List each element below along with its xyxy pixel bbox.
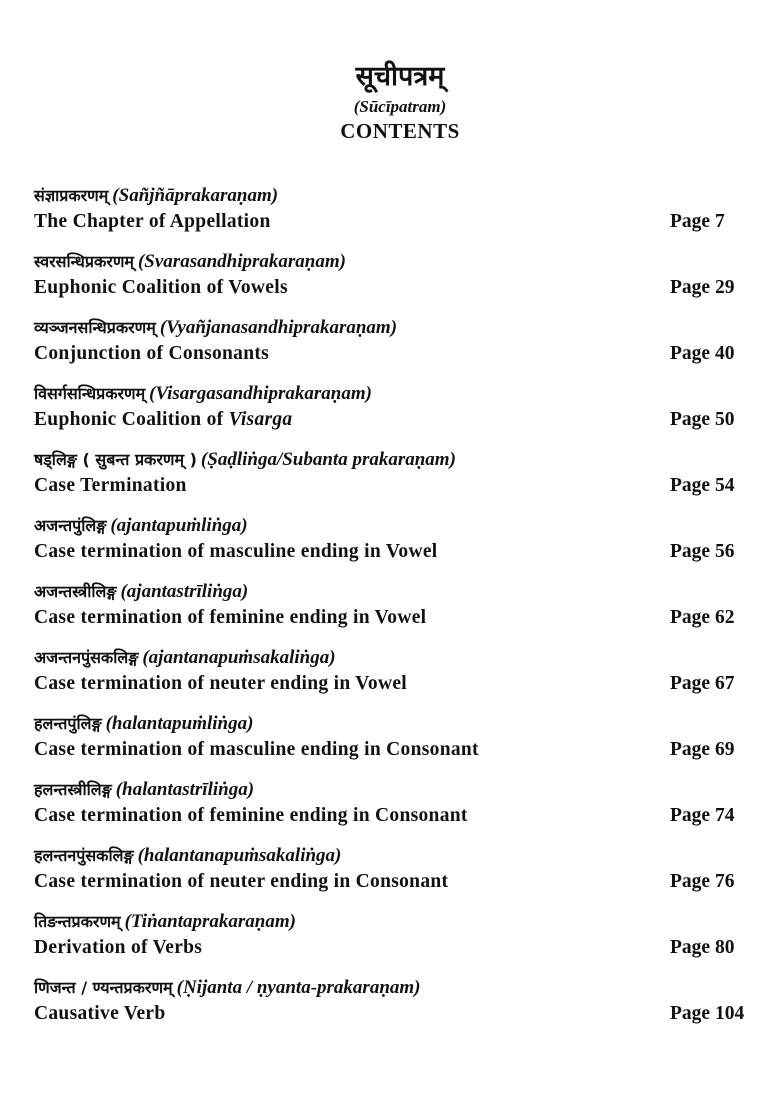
entry-page-number: Page 50 (670, 409, 735, 430)
table-of-contents (34, 183, 754, 1041)
entry-page-number: Page 74 (670, 805, 735, 826)
entry-transliteration: (Vyañjanasandhiprakaraṇam) (159, 317, 398, 338)
entry-sanskrit: संज्ञाप्रकरणम् (34, 186, 109, 205)
title-transliteration: (Sūcīpatram) (353, 97, 447, 116)
entry-transliteration: (Tiṅantaprakaraṇam) (124, 911, 296, 932)
entry-page-number: Page 104 (670, 1003, 745, 1024)
entry-page-number: Page 76 (670, 871, 735, 892)
entry-title: Case termination of neuter ending in Vowel (34, 673, 407, 694)
entry-transliteration: (Ṇijanta / ṇyanta-prakaraṇam) (176, 977, 421, 998)
entry-title: Causative Verb (34, 1003, 166, 1024)
entry-title: The Chapter of Appellation (34, 211, 271, 232)
toc-entry-8 (34, 645, 754, 711)
toc-entry-13 (34, 975, 754, 1041)
entry-sanskrit: अजन्तपुंलिङ्ग (34, 516, 107, 535)
entry-title: Case termination of masculine ending in Vowel (34, 541, 438, 562)
entry-page-number: Page 7 (670, 211, 725, 232)
entry-title: Case Termination (34, 475, 187, 496)
entry-transliteration: (Visargasandhiprakaraṇam) (149, 383, 372, 404)
entry-sanskrit: तिङन्तप्रकरणम् (34, 912, 121, 931)
entry-sanskrit: षड्लिङ्ग ( सुबन्त प्रकरणम् ) (34, 450, 197, 469)
entry-sanskrit: हलन्तपुंलिङ्ग (34, 714, 102, 733)
entry-page-number: Page 29 (670, 277, 735, 298)
entry-transliteration: (halantastrīliṅga) (115, 779, 255, 800)
toc-entry-4 (34, 381, 754, 447)
entry-sanskrit: हलन्तस्त्रीलिङ्ग (34, 780, 112, 799)
entry-title: Case termination of feminine ending in Consonant (34, 805, 468, 826)
toc-entry-12 (34, 909, 754, 975)
entry-title: Case termination of neuter ending in Consonant (34, 871, 449, 892)
entry-title (34, 407, 754, 433)
page-title: CONTENTS (340, 119, 460, 143)
entry-page-number: Page 67 (670, 673, 735, 694)
entry-title-prefix: Euphonic Coalition of (34, 409, 229, 430)
entry-title: Case termination of masculine ending in Consonant (34, 739, 479, 760)
entry-title: Case termination of feminine ending in Vowel (34, 607, 427, 628)
title-sanskrit: सूचीपत्रम् (355, 61, 445, 92)
toc-entry-11 (34, 843, 754, 909)
entry-sanskrit: अजन्तनपुंसकलिङ्ग (34, 648, 139, 667)
entry-sanskrit: व्यञ्जनसन्धिप्रकरणम् (34, 318, 156, 337)
entry-sanskrit: अजन्तस्त्रीलिङ्ग (34, 582, 117, 601)
toc-entry-5 (34, 447, 754, 513)
entry-sanskrit: स्वरसन्धिप्रकरणम् (34, 252, 134, 271)
entry-transliteration: (halantapuṁliṅga) (105, 713, 254, 734)
toc-entry-1 (34, 183, 754, 249)
toc-entry-2 (34, 249, 754, 315)
entry-transliteration: (Sañjñāprakaraṇam) (112, 185, 279, 206)
entry-page-number: Page 69 (670, 739, 735, 760)
entry-page-number: Page 62 (670, 607, 735, 628)
toc-entry-9 (34, 711, 754, 777)
entry-transliteration: (halantanapuṁsakaliṅga) (137, 845, 342, 866)
toc-entry-7 (34, 579, 754, 645)
entry-title: Derivation of Verbs (34, 937, 203, 958)
entry-transliteration: (ajantastrīliṅga) (120, 581, 249, 602)
entry-title-italic: Visarga (228, 409, 293, 430)
entry-page-number: Page 80 (670, 937, 735, 958)
entry-title: Conjunction of Consonants (34, 343, 270, 364)
entry-title: Euphonic Coalition of Vowels (34, 277, 288, 298)
entry-transliteration: (ajantapuṁliṅga) (110, 515, 248, 536)
toc-entry-6 (34, 513, 754, 579)
entry-transliteration: (ajantanapuṁsakaliṅga) (142, 647, 336, 668)
entry-page-number: Page 40 (670, 343, 735, 364)
entry-transliteration: (Svarasandhiprakaraṇam) (137, 251, 346, 272)
entry-transliteration: (Ṣaḍliṅga/Subanta prakaraṇam) (200, 449, 456, 470)
entry-sanskrit: हलन्तनपुंसकलिङ्ग (34, 846, 134, 865)
toc-entry-10 (34, 777, 754, 843)
entry-page-number: Page 54 (670, 475, 735, 496)
entry-page-number: Page 56 (670, 541, 735, 562)
entry-sanskrit: णिजन्त / ण्यन्तप्रकरणम् (34, 978, 173, 997)
entry-sanskrit: विसर्गसन्धिप्रकरणम् (34, 384, 146, 403)
page-header (0, 60, 780, 144)
toc-entry-3 (34, 315, 754, 381)
